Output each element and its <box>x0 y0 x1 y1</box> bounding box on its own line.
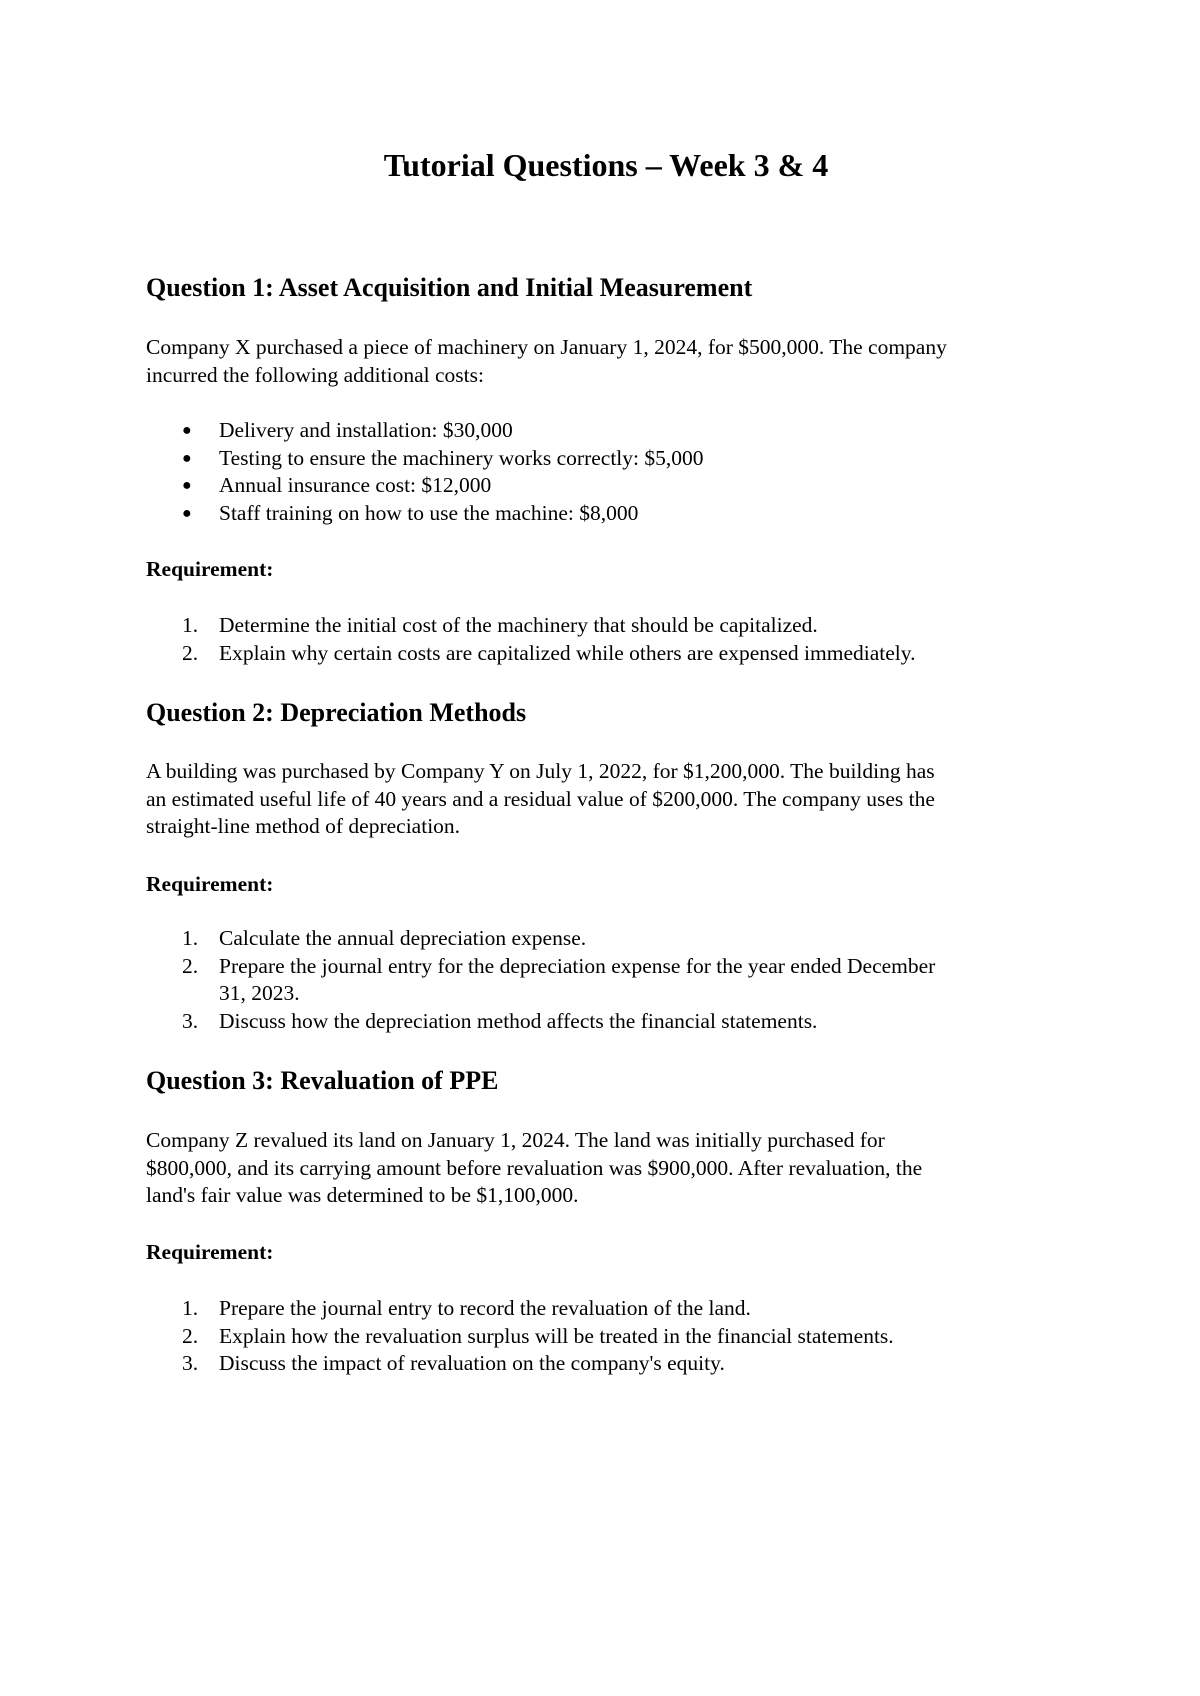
question-3-requirement-label: Requirement: <box>146 1240 274 1264</box>
question-3-heading: Question 3: Revaluation of PPE <box>146 1066 499 1095</box>
question-2-requirements <box>146 925 1076 1035</box>
bullet-icon: ● <box>182 477 192 494</box>
question-1-heading: Question 1: Asset Acquisition and Initial Measurement <box>146 273 753 302</box>
list-item: ● Testing to ensure the machinery works correctly: $5,000 <box>146 445 1076 473</box>
list-item: 1. Determine the initial cost of the machinery that should be capitalized. <box>182 613 818 637</box>
bullet-icon: ● <box>182 504 192 522</box>
list-item: 2. Prepare the journal entry for the depreciation expense for the year ended December 31, 2023. <box>182 953 936 1005</box>
question-2-paragraph <box>146 758 1076 841</box>
paragraph-line: incurred the following additional costs: <box>146 362 484 387</box>
question-1-cost-list <box>146 417 1076 527</box>
page-title: Tutorial Questions – Week 3 & 4 <box>383 147 829 183</box>
question-1-requirement-label: Requirement: <box>146 557 274 581</box>
question-3-requirements <box>146 1295 1076 1378</box>
list-item: 2. Explain how the revaluation surplus will be treated in the financial statements. <box>182 1323 894 1348</box>
paragraph-line: straight-line method of depreciation. <box>146 814 461 838</box>
list-item: 3. Discuss the impact of revaluation on the company's equity. <box>182 1351 725 1375</box>
question-1-paragraph <box>146 334 1076 389</box>
question-3-paragraph <box>146 1127 1076 1210</box>
paragraph-line: Company Z revalued its land on January 1, 2024. The land was initially purchased for <box>146 1128 885 1152</box>
bullet-icon: ● <box>182 449 192 467</box>
list-item: ● Annual insurance cost: $12,000 <box>146 472 1076 500</box>
question-2-requirement-label: Requirement: <box>146 872 274 896</box>
paragraph-line: A building was purchased by Company Y on July 1, 2022, for $1,200,000. The building has <box>146 759 935 783</box>
list-item: 1. Prepare the journal entry to record the revaluation of the land. <box>182 1296 751 1320</box>
question-2-heading: Question 2: Depreciation Methods <box>146 698 527 727</box>
list-item: 1. Calculate the annual depreciation expense. <box>182 926 587 950</box>
paragraph-line: land's fair value was determined to be $1,100,000. <box>146 1183 579 1207</box>
question-1-requirements <box>146 612 1076 667</box>
bullet-icon: ● <box>182 422 192 439</box>
paragraph-line: an estimated useful life of 40 years and a residual value of $200,000. The company uses the <box>146 786 935 811</box>
list-item: 3. Discuss how the depreciation method affects the financial statements. <box>182 1008 818 1033</box>
paragraph-line: Company X purchased a piece of machinery on January 1, 2024, for $500,000. The company <box>146 335 947 359</box>
list-item: ● Staff training on how to use the machine: $8,000 <box>146 500 1076 528</box>
paragraph-line: $800,000, and its carrying amount before revaluation was $900,000. After revaluation, the <box>146 1155 923 1180</box>
list-item: 2. Explain why certain costs are capitalized while others are expensed immediately. <box>182 640 916 665</box>
list-item: ● Delivery and installation: $30,000 <box>146 417 1076 445</box>
